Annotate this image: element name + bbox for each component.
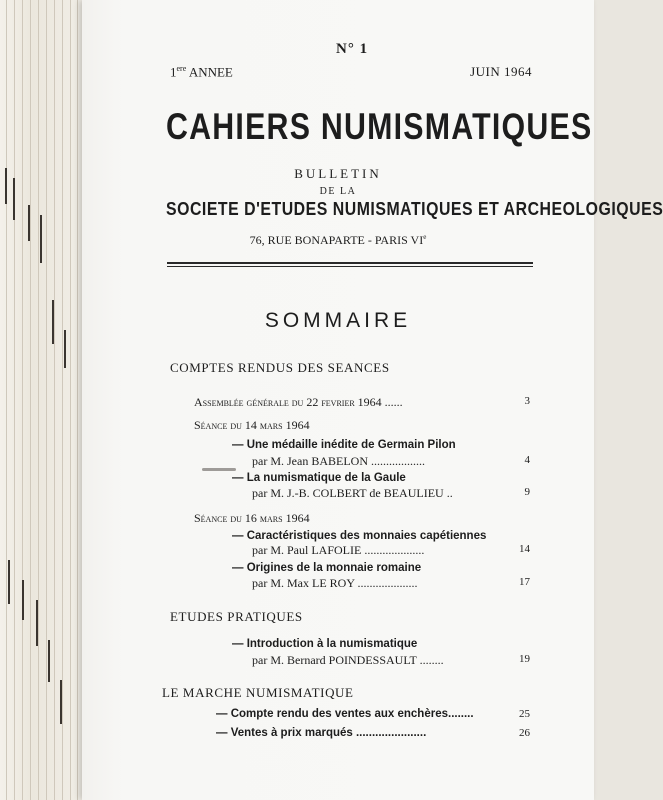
- ink-smudge: [202, 468, 236, 471]
- double-rule-bottom: [167, 266, 533, 267]
- year-label: 1ere ANNEE: [170, 64, 233, 80]
- toc-author: par M. Paul LAFOLIE ....................: [252, 543, 425, 557]
- toc-entry: Assemblée générale du 22 fevrier 1964 ......: [194, 395, 403, 409]
- section-heading: LE MARCHE NUMISMATIQUE: [162, 685, 354, 700]
- toc-author: par M. Max LE ROY ....................: [252, 576, 418, 590]
- page-number: 19: [519, 653, 530, 665]
- contents-heading: SOMMAIRE: [264, 309, 412, 332]
- session-heading: Séance du 16 mars 1964: [194, 511, 310, 525]
- toc-author: par M. J.-B. COLBERT de BEAULIEU ..: [252, 486, 453, 500]
- section-heading: COMPTES RENDUS DES SEANCES: [170, 360, 390, 375]
- issue-date: JUIN 1964: [470, 64, 532, 79]
- page-number: 4: [524, 454, 530, 466]
- page-number: 14: [519, 543, 530, 555]
- section-heading: ETUDES PRATIQUES: [170, 609, 303, 624]
- page-number: 26: [519, 727, 530, 739]
- bulletin-label: BULLETIN: [294, 166, 382, 181]
- page-number: 9: [524, 486, 530, 498]
- stacked-issues-spine: [0, 0, 82, 800]
- society-address: 76, RUE BONAPARTE - PARIS VIe: [249, 233, 427, 247]
- toc-author: par M. Bernard POINDESSAULT ........: [252, 653, 444, 667]
- session-heading: Séance du 14 mars 1964: [194, 418, 310, 432]
- issue-number: N° 1: [336, 41, 369, 57]
- toc-author: par M. Jean BABELON ..................: [252, 454, 425, 468]
- de-la-label: DE LA: [319, 186, 357, 197]
- page-number: 25: [519, 708, 530, 720]
- society-name: SOCIETE D'ETUDES NUMISMATIQUES ET ARCHEOLOGIQUES: [166, 199, 663, 219]
- double-rule-top: [167, 262, 533, 264]
- page-number: 17: [519, 576, 530, 588]
- toc-entry: — Caractéristiques des monnaies capétiennes: [232, 530, 487, 542]
- toc-entry: — Une médaille inédite de Germain Pilon: [232, 439, 456, 451]
- publication-title: CAHIERS NUMISMATIQUES: [166, 106, 593, 147]
- toc-entry: — Introduction à la numismatique: [232, 638, 418, 650]
- toc-entry: — La numismatique de la Gaule: [232, 472, 406, 484]
- toc-entry: — Ventes à prix marqués ......................: [216, 727, 427, 739]
- page-number: 3: [524, 395, 530, 407]
- toc-entry: — Compte rendu des ventes aux enchères........: [216, 708, 474, 720]
- toc-entry: — Origines de la monnaie romaine: [232, 562, 422, 574]
- cover-page: [82, 0, 663, 800]
